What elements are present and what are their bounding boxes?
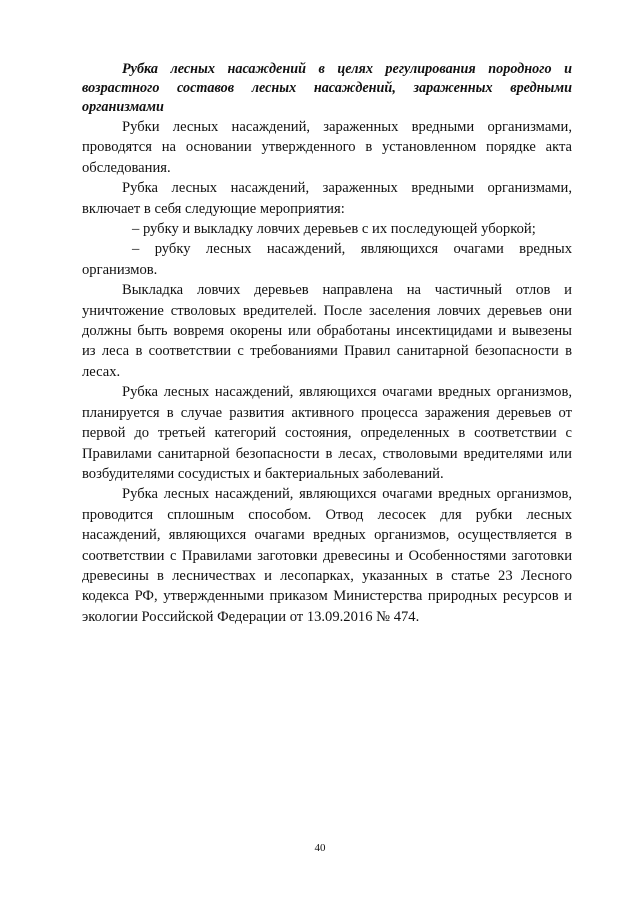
paragraph-inspection-basis: Рубки лесных насаждений, зараженных вредными организмами, проводятся на основании утвержденного в установленном порядке акта обследования. [82, 119, 572, 176]
section-heading: Рубка лесных насаждений в целях регулирования породного и возрастного составов лесных насаждений, зараженных вредными организмами [82, 61, 572, 115]
paragraph-planning: Рубка лесных насаждений, являющихся очагами вредных организмов, планируется в случае развития активного процесса заражения деревьев от первой до третьей категорий состояния, определенных в соответствии с Правилами санитарной безопасности в лесах, стволовыми вредителями или возбудителями сосудистых и бактериальных заболеваний. [82, 384, 572, 482]
document-page [82, 60, 572, 627]
paragraph-trap-trees: Выкладка ловчих деревьев направлена на частичный отлов и уничтожение стволовых вредителей. После заселения ловчих деревьев они должны быть вовремя окорены или обработаны инсектицидами и вывезены из леса в соответствии с требованиями Правил санитарной безопасности в лесах. [82, 282, 572, 380]
list-item-trap-trees: – рубку и выкладку ловчих деревьев с их последующей уборкой; [132, 221, 536, 238]
page-number: 40 [314, 842, 326, 854]
list-item-infested-stands: – рубку лесных насаждений, являющихся очагами вредных организмов. [82, 241, 572, 278]
paragraph-measures-intro: Рубка лесных насаждений, зараженных вредными организмами, включает в себя следующие мероприятия: [82, 180, 572, 217]
paragraph-clear-cutting: Рубка лесных насаждений, являющихся очагами вредных организмов, проводится сплошным способом. Отвод лесосек для рубки лесных насаждений, являющихся очагами вредных организмов, осуществляется в соответствии с Правилами заготовки древесины и Особенностями заготовки древесины в лесничествах и лесопарках, указанных в статье 23 Лесного кодекса РФ, утвержденными приказом Министерства природных ресурсов и экологии Российской Федерации от 13.09.2016 № 474. [82, 486, 572, 625]
